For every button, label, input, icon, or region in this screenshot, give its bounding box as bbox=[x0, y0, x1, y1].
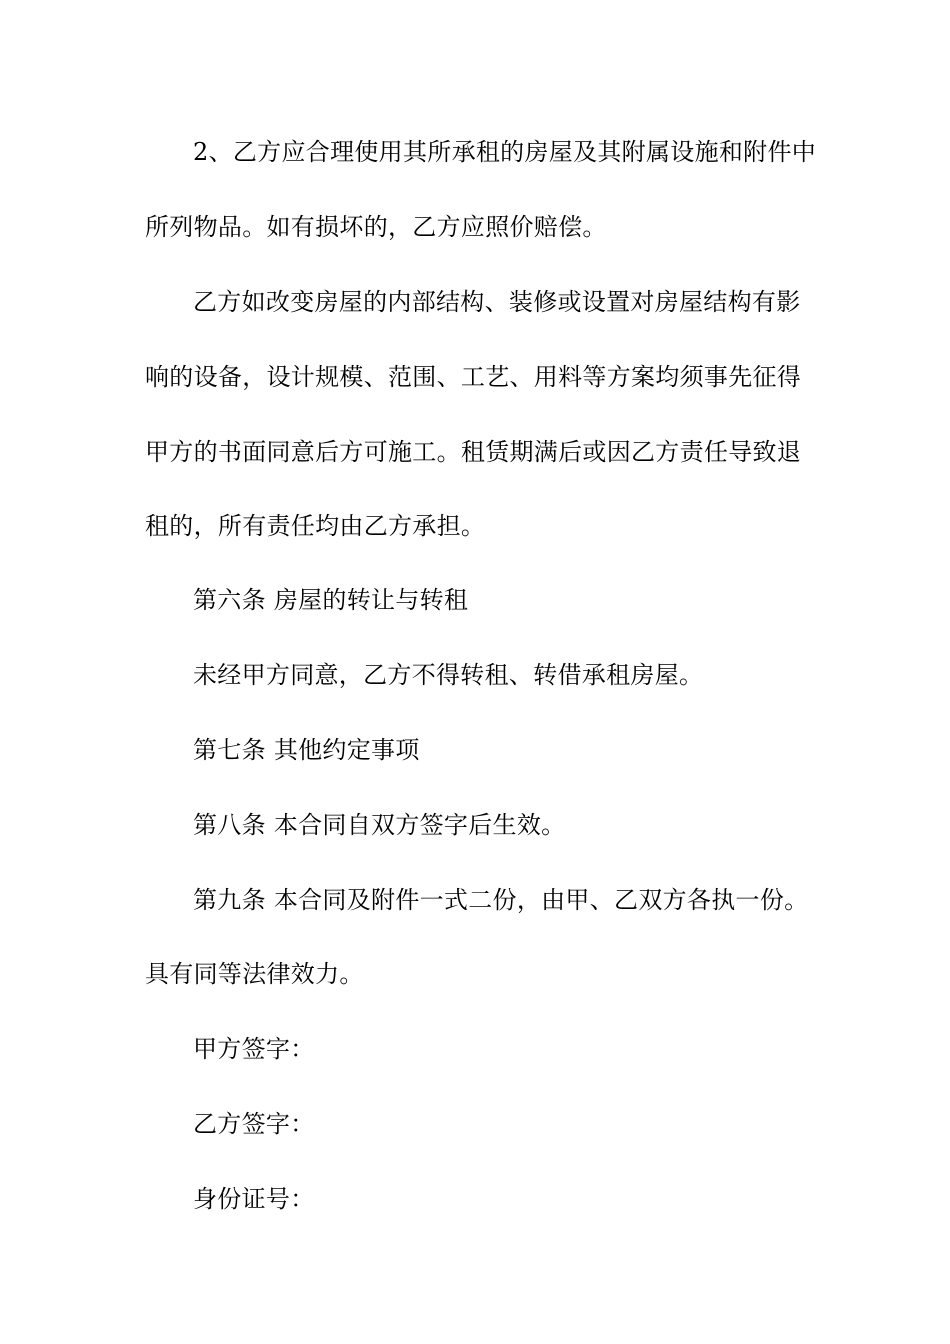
section-heading: 第七条 其他约定事项 bbox=[193, 736, 420, 764]
paragraph-line: 响的设备，设计规模、范围、工艺、用料等方案均须事先征得 bbox=[145, 363, 802, 391]
paragraph-line: 乙方如改变房屋的内部结构、装修或设置对房屋结构有影 bbox=[193, 288, 801, 316]
paragraph-line: 所列物品。如有损坏的，乙方应照价赔偿。 bbox=[145, 213, 607, 241]
party-a-signature-label: 甲方签字： bbox=[193, 1035, 315, 1063]
paragraph-line: 租的，所有责任均由乙方承担。 bbox=[145, 512, 486, 540]
id-number-label: 身份证号： bbox=[193, 1185, 315, 1213]
paragraph-line: 具有同等法律效力。 bbox=[145, 960, 364, 988]
section-heading: 第八条 本合同自双方签字后生效。 bbox=[193, 811, 566, 839]
section-heading: 第九条 本合同及附件一式二份，由甲、乙双方各执一份。 bbox=[193, 886, 809, 914]
paragraph-line: 未经甲方同意，乙方不得转租、转借承租房屋。 bbox=[193, 661, 704, 689]
section-heading: 第六条 房屋的转让与转租 bbox=[193, 586, 469, 614]
paragraph-line: 甲方的书面同意后方可施工。租赁期满后或因乙方责任导致退 bbox=[145, 438, 802, 466]
paragraph-line: 2、乙方应合理使用其所承租的房屋及其附属设施和附件中 bbox=[193, 138, 817, 166]
party-b-signature-label: 乙方签字： bbox=[193, 1110, 315, 1138]
